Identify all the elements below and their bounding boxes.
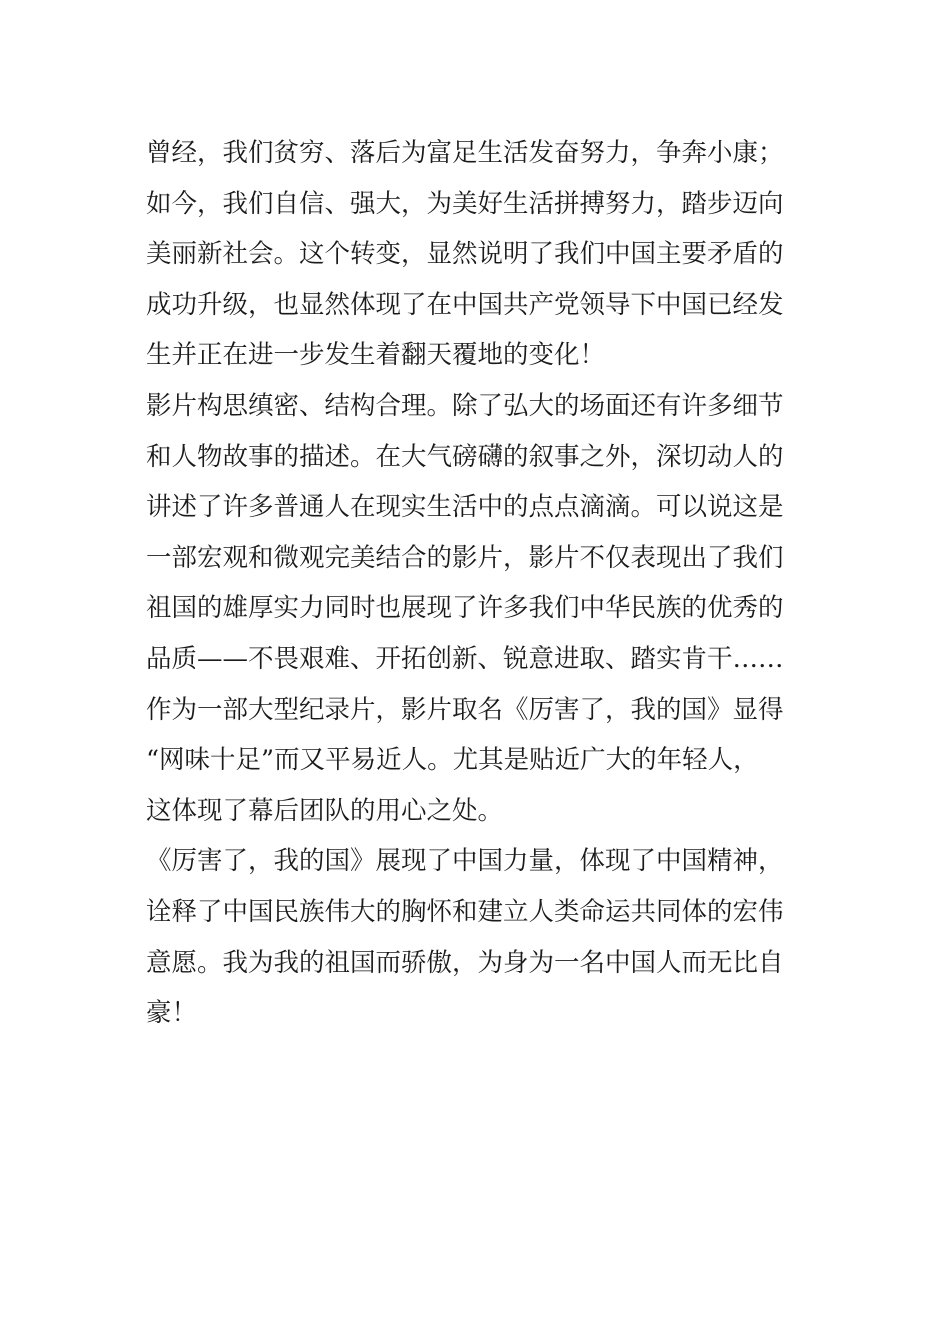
text-line: 意愿。我为我的祖国而骄傲，为身为一名中国人而无比自 (146, 947, 784, 978)
text-line: 如今，我们自信、强大，为美好生活拼搏努力，踏步迈向 (146, 188, 784, 219)
text-line: 作为一部大型纪录片，影片取名《厉害了，我的国》显得 (146, 694, 784, 725)
text-line: 生并正在进一步发生着翻天覆地的变化！ (146, 340, 606, 371)
body-text (146, 128, 816, 1039)
text-line: 讲述了许多普通人在现实生活中的点点滴滴。可以说这是 (146, 492, 784, 523)
text-line: 和人物故事的描述。在大气磅礴的叙事之外，深切动人的 (146, 441, 784, 472)
text-line: 《厉害了，我的国》展现了中国力量，体现了中国精神， (146, 846, 784, 877)
text-line: 这体现了幕后团队的用心之处。 (146, 795, 504, 826)
text-line: “网味十足”而又平易近人。尤其是贴近广大的年轻人， (146, 745, 759, 776)
text-line: 祖国的雄厚实力同时也展现了许多我们中华民族的优秀的 (146, 593, 784, 624)
text-line: 影片构思缜密、结构合理。除了弘大的场面还有许多细节 (146, 390, 784, 421)
text-line: 品质——不畏艰难、开拓创新、锐意进取、踏实肯干…… (146, 643, 784, 674)
text-line: 曾经，我们贫穷、落后为富足生活发奋努力，争奔小康； (146, 138, 784, 168)
text-line: 成功升级，也显然体现了在中国共产党领导下中国已经发 (146, 289, 784, 320)
text-line: 一部宏观和微观完美结合的影片，影片不仅表现出了我们 (146, 542, 784, 573)
text-line: 豪！ (146, 998, 198, 1029)
text-line: 美丽新社会。这个转变，显然说明了我们中国主要矛盾的 (146, 239, 784, 270)
text-line: 诠释了中国民族伟大的胸怀和建立人类命运共同体的宏伟 (146, 896, 784, 927)
